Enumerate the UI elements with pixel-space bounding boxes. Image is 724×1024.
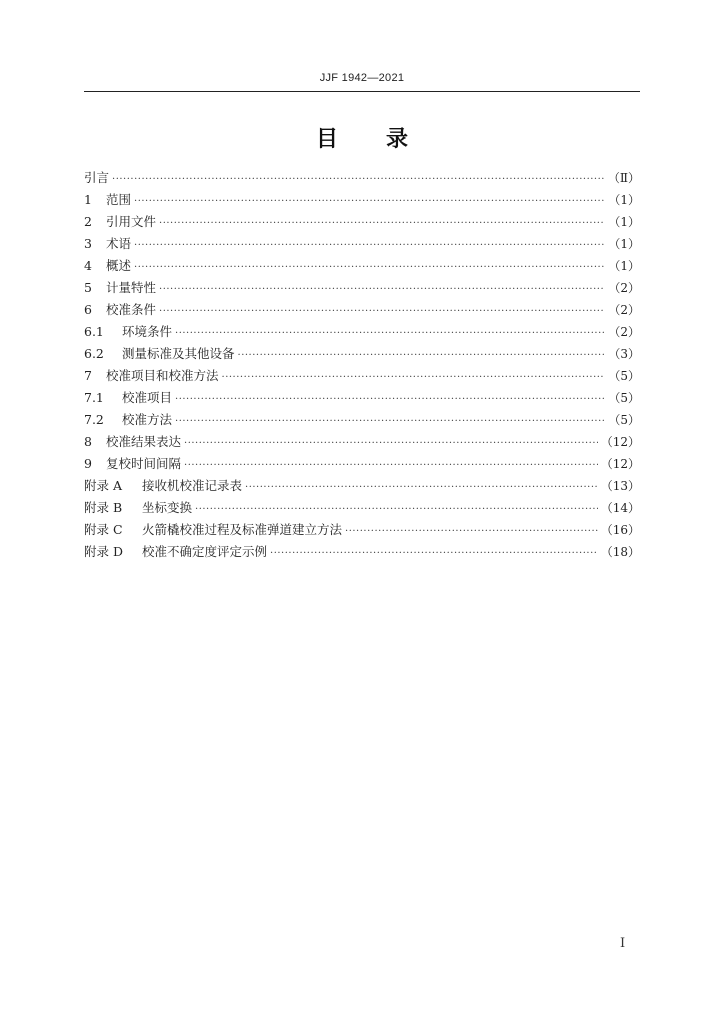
toc-number: 附录 B: [84, 500, 123, 515]
toc-row[interactable]: [84, 366, 640, 388]
toc-number: 7.2: [84, 412, 104, 427]
toc-row[interactable]: [84, 542, 640, 564]
toc-number: 1: [84, 192, 92, 207]
toc-row[interactable]: [84, 344, 640, 366]
header-rule: [84, 91, 640, 92]
table-of-contents: [84, 168, 640, 564]
toc-page: （13）: [600, 479, 640, 493]
toc-row[interactable]: [84, 520, 640, 542]
toc-label: 校准条件: [106, 302, 157, 317]
toc-number: 2: [84, 214, 92, 229]
toc-label: 校准项目: [122, 390, 173, 405]
leader-dots: [270, 548, 598, 559]
toc-page: （2）: [608, 281, 640, 295]
leader-dots: [184, 460, 598, 471]
toc-label: 术语: [106, 236, 132, 251]
toc-number: 6: [84, 302, 92, 317]
toc-row[interactable]: [84, 300, 640, 322]
toc-page: （3）: [608, 347, 640, 361]
toc-label: 火箭橇校准过程及标准弹道建立方法: [142, 522, 343, 537]
toc-row[interactable]: [84, 322, 640, 344]
toc-page: （1）: [608, 215, 640, 229]
toc-row[interactable]: [84, 454, 640, 476]
toc-page: （12）: [600, 457, 640, 471]
toc-number: 3: [84, 236, 92, 251]
title-char-2: 录: [386, 126, 409, 152]
toc-page: （Ⅱ）: [607, 171, 640, 185]
toc-row[interactable]: [84, 498, 640, 520]
toc-label: 环境条件: [122, 324, 173, 339]
leader-dots: [238, 350, 606, 361]
toc-page: （1）: [608, 259, 640, 273]
toc-page: （2）: [608, 325, 640, 339]
toc-label: 计量特性: [106, 280, 157, 295]
toc-page: （1）: [608, 193, 640, 207]
leader-dots: [159, 284, 605, 295]
toc-number: 5: [84, 280, 92, 295]
toc-row[interactable]: [84, 410, 640, 432]
leader-dots: [195, 504, 598, 515]
toc-row[interactable]: [84, 476, 640, 498]
toc-label: 测量标准及其他设备: [122, 346, 235, 361]
toc-number: 附录 D: [84, 544, 123, 559]
toc-number: 4: [84, 258, 92, 273]
toc-row[interactable]: [84, 256, 640, 278]
toc-page: （1）: [608, 237, 640, 251]
toc-page: （14）: [600, 501, 640, 515]
toc-label: 校准方法: [122, 412, 173, 427]
toc-label: 范围: [106, 192, 132, 207]
toc-row[interactable]: [84, 168, 640, 190]
standard-code-header: JJF 1942—2021: [319, 72, 405, 84]
toc-label: 校准不确定度评定示例: [142, 544, 268, 559]
toc-page: （5）: [608, 391, 640, 405]
toc-page: （12）: [600, 435, 640, 449]
toc-number: 6.1: [84, 324, 104, 339]
leader-dots: [345, 526, 598, 537]
leader-dots: [184, 438, 598, 449]
toc-page: （5）: [608, 413, 640, 427]
toc-row[interactable]: [84, 190, 640, 212]
toc-label: 复校时间间隔: [106, 456, 182, 471]
leader-dots: [134, 240, 605, 251]
toc-label: 校准项目和校准方法: [106, 368, 219, 383]
toc-label: 接收机校准记录表: [142, 478, 243, 493]
leader-dots: [134, 262, 605, 273]
toc-page: （2）: [608, 303, 640, 317]
leader-dots: [222, 372, 606, 383]
toc-label: 坐标变换: [142, 500, 193, 515]
toc-row[interactable]: [84, 432, 640, 454]
leader-dots: [175, 328, 605, 339]
toc-number: 9: [84, 456, 92, 471]
leader-dots: [159, 306, 605, 317]
toc-page: （16）: [600, 523, 640, 537]
toc-label: 引用文件: [106, 214, 157, 229]
toc-number: 7: [84, 368, 92, 383]
title-char-1: 目: [315, 126, 338, 152]
toc-number: 7.1: [84, 390, 104, 405]
toc-number: 6.2: [84, 346, 104, 361]
toc-row[interactable]: [84, 234, 640, 256]
toc-page: （5）: [608, 369, 640, 383]
leader-dots: [134, 196, 605, 207]
toc-label: 引言: [84, 170, 110, 185]
page-title: [0, 122, 724, 153]
leader-dots: [175, 394, 605, 405]
toc-row[interactable]: [84, 212, 640, 234]
leader-dots: [175, 416, 605, 427]
toc-label: 校准结果表达: [106, 434, 182, 449]
page-number: Ⅰ: [620, 936, 626, 951]
leader-dots: [112, 174, 605, 185]
toc-number: 附录 C: [84, 522, 123, 537]
leader-dots: [245, 482, 598, 493]
toc-label: 概述: [106, 258, 132, 273]
toc-number: 附录 A: [84, 478, 123, 493]
leader-dots: [159, 218, 605, 229]
toc-number: 8: [84, 434, 92, 449]
toc-row[interactable]: [84, 388, 640, 410]
toc-page: （18）: [600, 545, 640, 559]
toc-row[interactable]: [84, 278, 640, 300]
